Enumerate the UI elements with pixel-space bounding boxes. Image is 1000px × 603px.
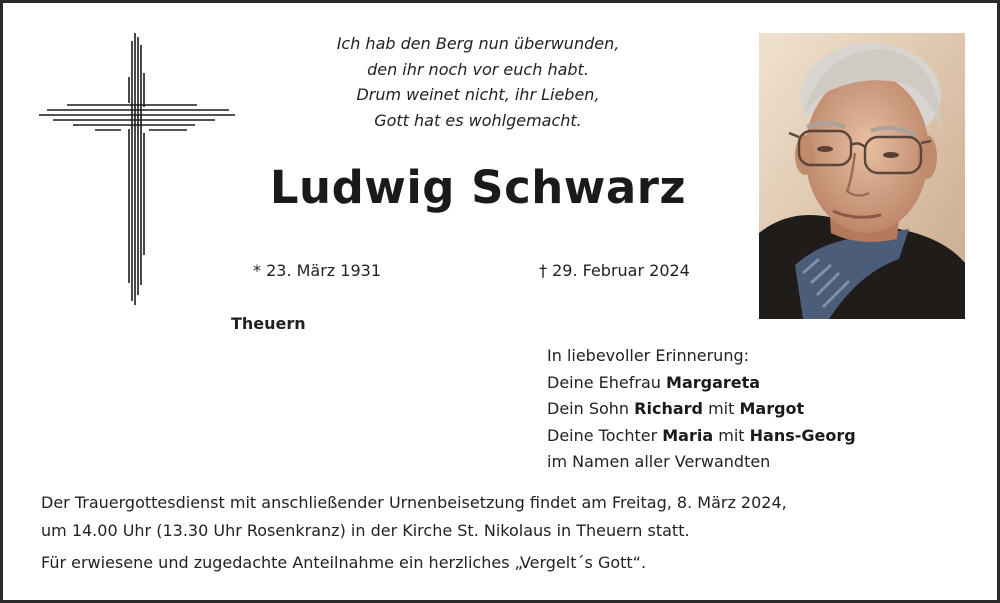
line-cross-icon	[39, 33, 235, 305]
connector-text: mit	[702, 399, 740, 418]
mourner-name: Margareta	[666, 372, 761, 392]
birth-date: * 23. März 1931	[253, 261, 382, 280]
connector-text: mit	[713, 425, 750, 445]
death-date: † 29. Februar 2024	[539, 261, 690, 280]
poem-line: Gott hat es wohlgemacht.	[374, 110, 582, 130]
relation-label: Deine Ehefrau	[547, 372, 667, 392]
mourner-son	[547, 396, 856, 423]
mourners-intro: In liebevoller Erinnerung:	[547, 346, 749, 365]
service-announcement	[41, 489, 787, 545]
thanks-text: Für erwiesene und zugedachte Anteilnahme ein herzliches „Vergelt´s Gott“.	[41, 553, 647, 572]
poem-line: Drum weinet nicht, ihr Lieben,	[356, 85, 600, 104]
relation-label: Dein Sohn	[547, 399, 635, 418]
mourner-name: Richard	[634, 399, 703, 418]
deceased-name: Ludwig Schwarz	[269, 161, 687, 214]
mourner-name: Hans-Georg	[749, 425, 856, 445]
service-line: Der Trauergottesdienst mit anschließender Urnenbeisetzung findet am Freitag, 8. März 2024,	[41, 493, 787, 512]
relation-label: Deine Tochter	[547, 425, 663, 445]
mourner-wife	[547, 370, 856, 397]
mourners-list	[547, 343, 856, 476]
mourners-relatives: im Namen aller Verwandten	[547, 452, 771, 471]
mourner-name: Margot	[739, 399, 805, 418]
poem-line: den ihr noch vor euch habt.	[367, 59, 589, 79]
mourner-daughter	[547, 423, 856, 450]
memorial-poem	[293, 31, 663, 133]
poem-line: Ich hab den Berg nun überwunden,	[336, 34, 620, 53]
mourner-name: Maria	[662, 425, 714, 445]
portrait-photo	[759, 33, 965, 319]
residence-place: Theuern	[231, 314, 306, 333]
service-line: um 14.00 Uhr (13.30 Uhr Rosenkranz) in der Kirche St. Nikolaus in Theuern statt.	[41, 521, 690, 540]
